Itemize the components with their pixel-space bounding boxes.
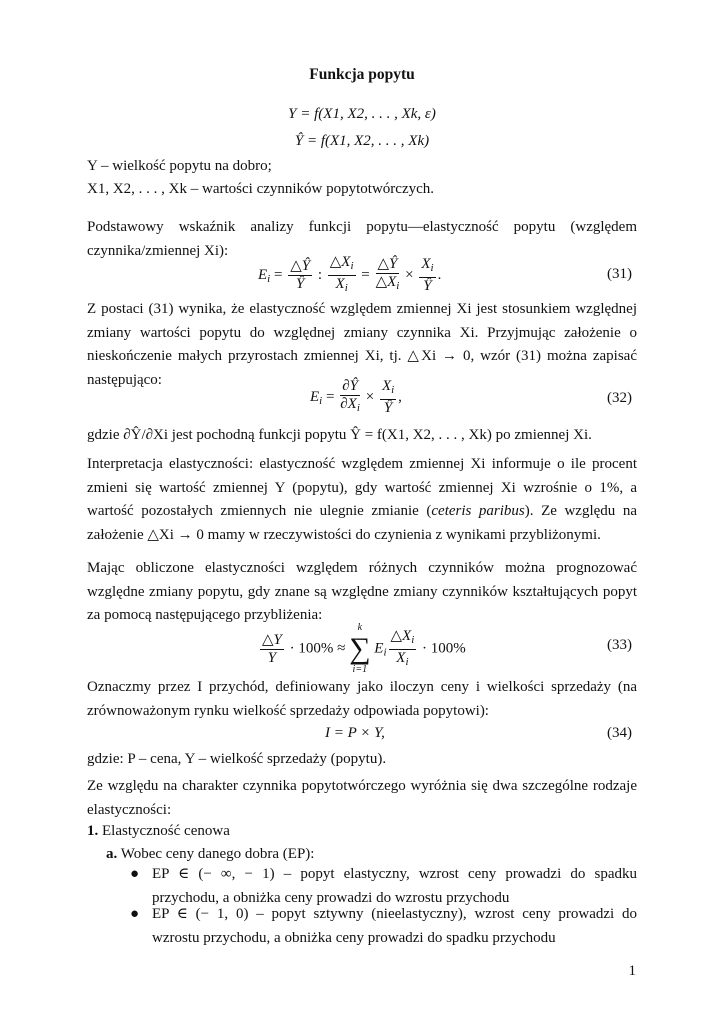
bullet-inelastic-demand: EP ∈ (− 1, 0) – popyt sztywny (nieelastyczny), wzrost ceny prowadzi do wzrostu przychodu, a obniżka ceny prowadzi do spadku przychodu <box>152 906 637 946</box>
paragraph-interpretation <box>87 453 637 547</box>
definition-y: Y – wielkość popytu na dobro; <box>87 158 272 174</box>
list-item-a <box>106 846 314 863</box>
definition-x: X1, X2, . . . , Xk – wartości czynników popytotwórczych. <box>87 181 435 197</box>
eq33-percent-right: · 100% <box>422 640 466 657</box>
paragraph-elasticity-derivation: Z postaci (31) wynika, że elastyczność względem zmiennej Xi jest stosunkiem względnej zmiany wartości popytu do względnej zmiany czynnika Xi. Przyjmując założenie o nieskończenie małych przyrostach zmiennej Xi, tj. △Xi → 0, wzór (31) można zapisać następująco: <box>87 301 637 388</box>
sum-upper-limit: k <box>357 622 363 633</box>
page-number: 1 <box>628 963 636 979</box>
paragraph-elasticity-intro: Podstawowy wskaźnik analizy funkcji popytu—elastyczność popytu (względem czynnika/zmiennej Xi): <box>87 219 637 259</box>
equation-demand-function: Y = f(X1, X2, . . . , Xk, ε) <box>288 106 436 122</box>
equation-32: $E_i$ = $\frac{\partial Ŷ}{\partial X_i}$ × $\frac{X_i}{Ŷ}$ , <box>310 378 402 416</box>
sum-lower-limit: i=1 <box>352 664 368 675</box>
bullet-icon: ● <box>130 866 140 882</box>
paragraph-revenue: Oznaczmy przez I przychód, definiowany jako iloczyn ceny i wielkości sprzedaży (na zrównoważonym rynku wielkość sprzedaży odpowiada popytowi): <box>87 679 637 719</box>
equation-33-number: (33) <box>607 637 632 653</box>
eq33-approx: ≈ <box>337 640 346 657</box>
bullet-icon: ● <box>130 906 140 922</box>
paragraph-derivative-note: gdzie ∂Ŷ/∂Xi jest pochodną funkcji popytu Ŷ = f(X1, X2, . . . , Xk) po zmiennej Xi. <box>87 427 592 443</box>
equation-estimated-demand: Ŷ = f(X1, X2, . . . , Xk) <box>294 133 430 149</box>
paragraph-elasticity-types: Ze względu na charakter czynnika popytotwórczego wyróżnia się dwa szczególne rodzaje elastyczności: <box>87 778 637 818</box>
equation-31-number: (31) <box>607 266 632 282</box>
page-title: Funkcja popytu <box>309 66 415 83</box>
equation-34: I = P × Y, <box>325 725 385 741</box>
paragraph-where: gdzie: P – cena, Y – wielkość sprzedaży (popytu). <box>87 751 387 767</box>
equation-32-number: (32) <box>607 390 632 406</box>
list-item-1 <box>87 823 230 840</box>
equation-31: $E_i$ = $\frac{\triangle Ŷ}{Ŷ}$ : $\frac{\triangle X_i}{X_i}$ = $\frac{\triangle Ŷ}{\triangle X_i}$ × $\frac{X_i}{Ŷ}$ . <box>258 254 442 294</box>
list-item-1-number: 1. <box>87 823 99 839</box>
bullet-elastic-demand: EP ∈ (− ∞, − 1) – popyt elastyczny, wzrost ceny prowadzi do spadku przychodu, a obniżka ceny prowadzi do wzrostu przychodu <box>152 866 637 906</box>
equation-33: $\frac{\triangle Y}{Y}$ · 100% ≈ k ∑ i=1 $E_i$ $\frac{\triangle X_i}{X_i}$ · 100% <box>262 622 466 675</box>
list-item-a-letter: a. <box>106 846 118 862</box>
summation-symbol: k ∑ i=1 <box>349 622 371 675</box>
paragraph-forecast: Mając obliczone elastyczności względem różnych czynników można prognozować względne zmiany popytu, gdy znane są względne zmiany czynników kształtujących popyt za pomocą następującego przybliżenia: <box>87 560 637 623</box>
ceteris-paribus: ceteris paribus <box>431 503 525 519</box>
list-item-a-label: Wobec ceny danego dobra (EP): <box>120 846 315 862</box>
interpretation-text-b: ). Ze względu na założenie △Xi → 0 mamy w rzeczywistości do czynienia z wynikami przybliżonymi. <box>87 503 637 543</box>
eq33-percent-left: · 100% <box>289 640 334 657</box>
interpretation-text-a: Interpretacja elastyczności: elastyczność względem zmiennej Xi informuje o ile procent zmieni się wartość zmiennej Y (popytu), gdy wartość zmiennej Xi wzrośnie o 1%, a wartość pozostałych zmiennych nie ulegnie zmianie ( <box>87 456 637 519</box>
equation-34-number: (34) <box>607 725 632 741</box>
list-item-1-label: Elastyczność cenowa <box>102 823 230 839</box>
